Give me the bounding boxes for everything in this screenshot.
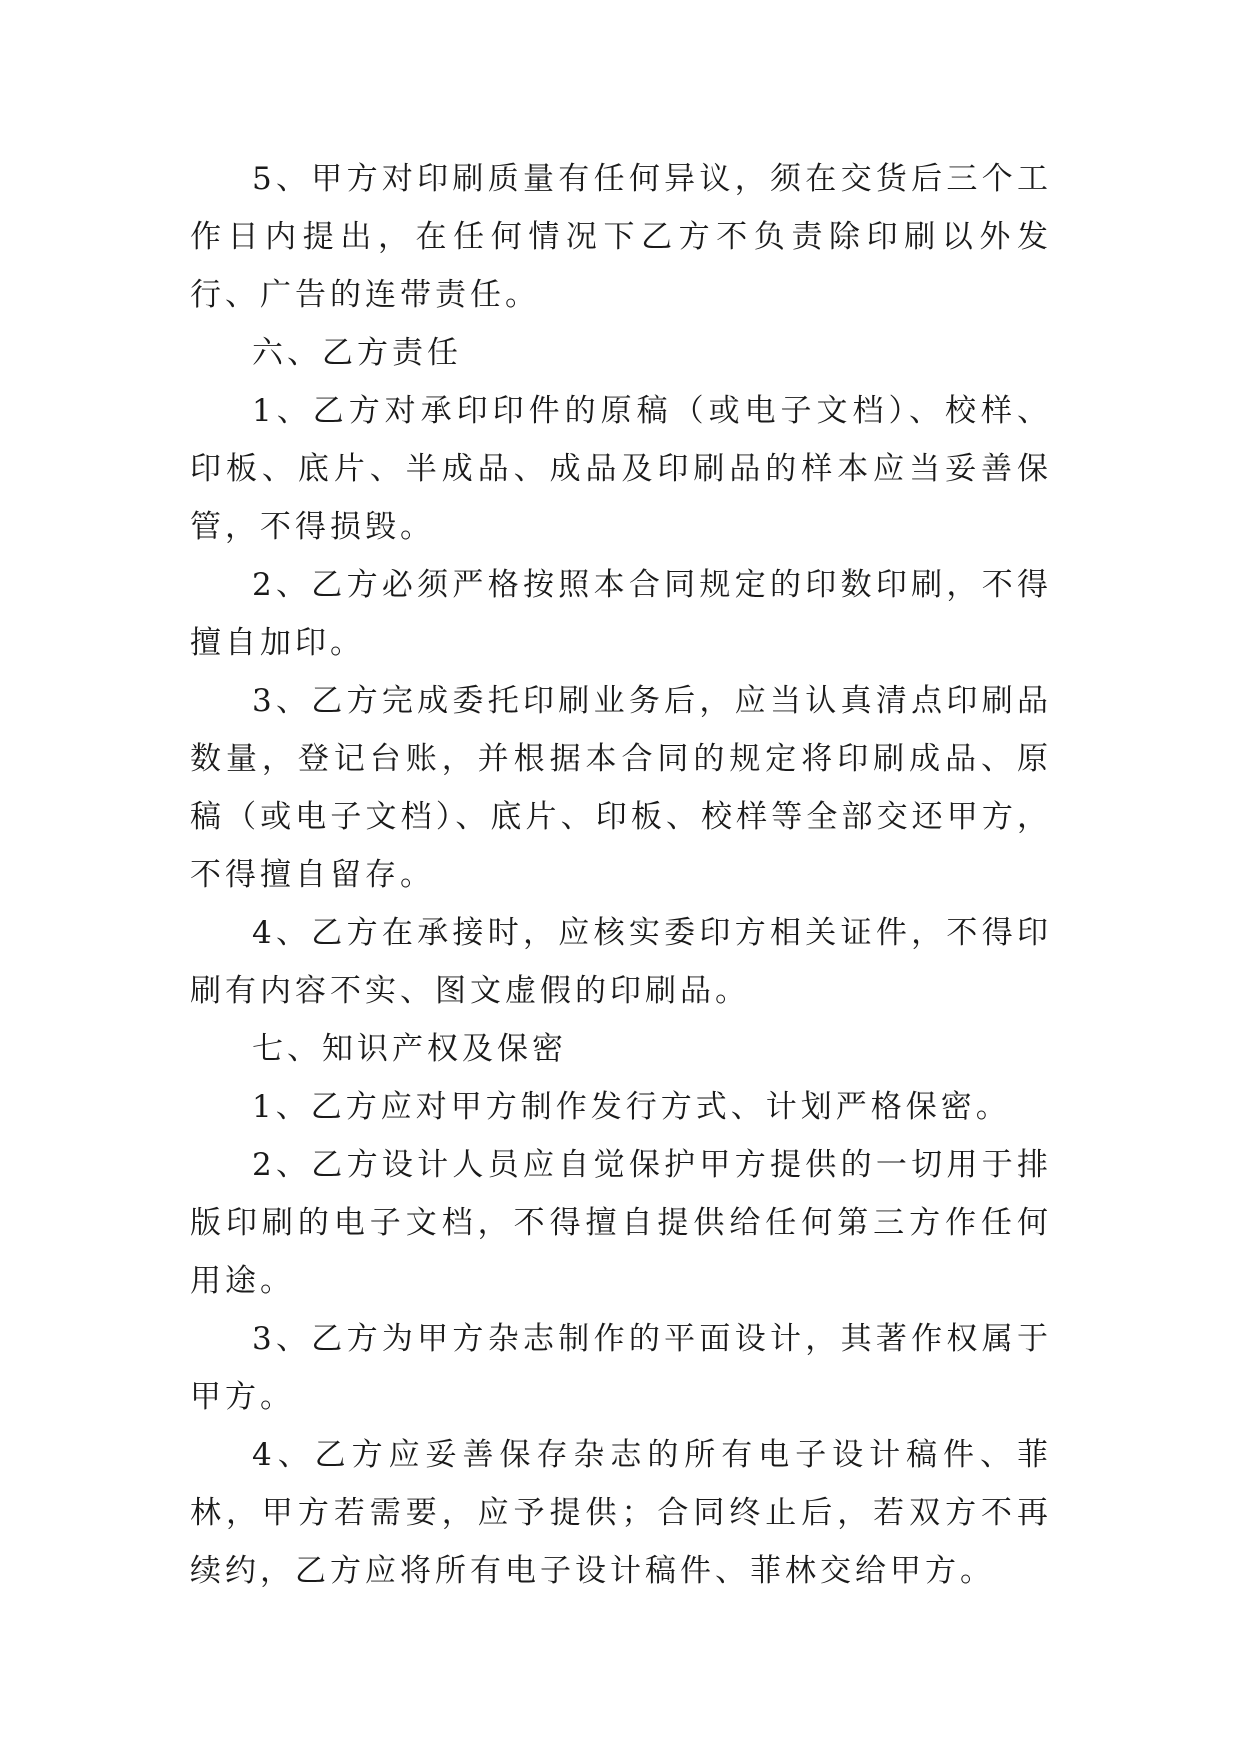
paragraph-item-2-print-quantity: 2、乙方必须严格按照本合同规定的印数印刷，不得擅自加印。 — [190, 567, 1052, 661]
section-heading-ip-confidentiality: 七、知识产权及保密 — [252, 1031, 567, 1067]
paragraph-item-4-verify-documents: 4、乙方在承接时，应核实委印方相关证件，不得印刷有内容不实、图文虚假的印刷品。 — [190, 915, 1052, 1009]
paragraph-item-3-copyright: 3、乙方为甲方杂志制作的平面设计，其著作权属于甲方。 — [190, 1321, 1052, 1415]
section-heading-party-b-responsibility: 六、乙方责任 — [252, 335, 462, 371]
paragraph-item-5-quality-objection: 5、甲方对印刷质量有任何异议，须在交货后三个工作日内提出，在任何情况下乙方不负责除印刷以外发行、广告的连带责任。 — [190, 161, 1052, 313]
paragraph-item-3-return-materials: 3、乙方完成委托印刷业务后，应当认真清点印刷品数量，登记台账，并根据本合同的规定将印刷成品、原稿（或电子文档）、底片、印板、校样等全部交还甲方，不得擅自留存。 — [190, 683, 1052, 893]
paragraph-item-1-safekeeping: 1、乙方对承印印件的原稿（或电子文档）、校样、印板、底片、半成品、成品及印刷品的样本应当妥善保管，不得损毁。 — [190, 393, 1052, 545]
paragraph-item-2-protect-files: 2、乙方设计人员应自觉保护甲方提供的一切用于排版印刷的电子文档，不得擅自提供给任何第三方作任何用途。 — [190, 1147, 1052, 1299]
document-body — [190, 150, 1052, 1600]
paragraph-item-1-confidentiality: 1、乙方应对甲方制作发行方式、计划严格保密。 — [252, 1089, 1011, 1125]
paragraph-item-4-preserve-designs: 4、乙方应妥善保存杂志的所有电子设计稿件、菲林，甲方若需要，应予提供；合同终止后，若双方不再续约，乙方应将所有电子设计稿件、菲林交给甲方。 — [190, 1437, 1052, 1589]
